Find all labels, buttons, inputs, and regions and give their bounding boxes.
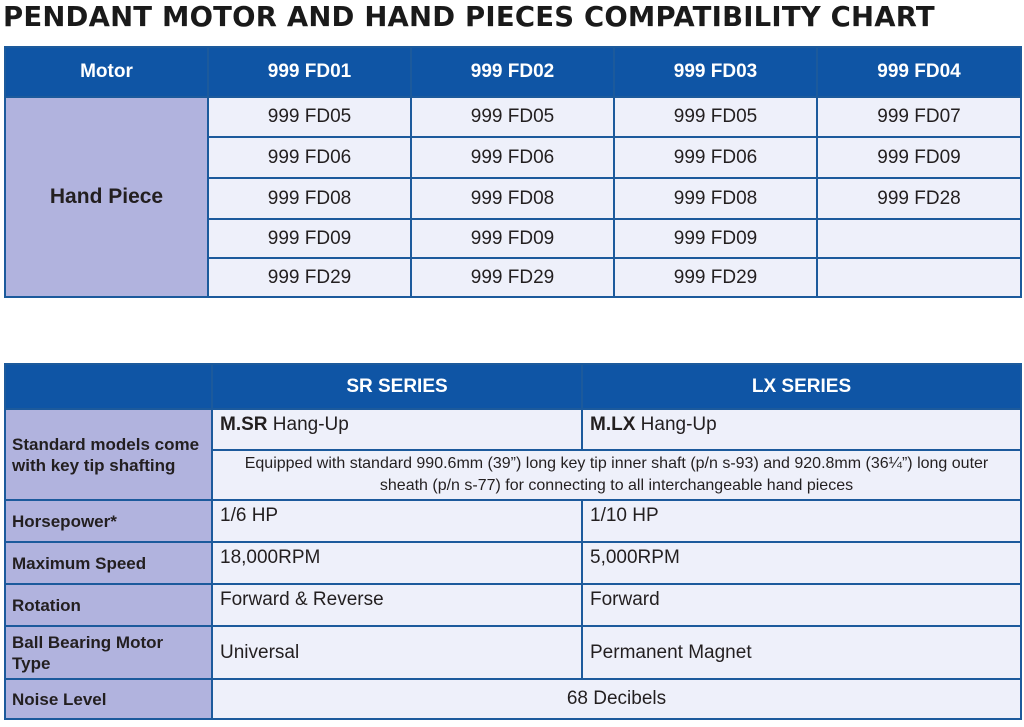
table-cell: 999 FD06	[614, 137, 817, 178]
sr-model-cell	[212, 409, 582, 450]
motor-header: 999 FD01	[208, 47, 411, 97]
motor-type-row	[5, 626, 1021, 679]
standard-models-label: Standard models come with key tip shafting	[5, 409, 212, 500]
table-cell: 999 FD05	[411, 97, 614, 137]
table-cell	[817, 258, 1021, 297]
lx-motor-type: Permanent Magnet	[582, 626, 1021, 679]
noise-row	[5, 679, 1021, 719]
sr-speed: 18,000RPM	[212, 542, 582, 584]
table-cell: 999 FD08	[208, 178, 411, 219]
motor-header: 999 FD04	[817, 47, 1021, 97]
lx-rotation: Forward	[582, 584, 1021, 626]
table-cell: 999 FD09	[614, 219, 817, 258]
table-cell: 999 FD09	[411, 219, 614, 258]
table-cell: 999 FD29	[411, 258, 614, 297]
sr-model-name: M.SR	[220, 414, 268, 435]
rotation-label: Rotation	[5, 584, 212, 626]
standard-shafting-note: Equipped with standard 990.6mm (39”) long key tip inner shaft (p/n s-93) and 920.8mm (36¼”) long outer sheath (p/n s-77) for connecting to all interchangeable hand pieces	[212, 450, 1021, 500]
table-cell: 999 FD29	[614, 258, 817, 297]
table-cell: 999 FD09	[817, 137, 1021, 178]
table-cell: 999 FD28	[817, 178, 1021, 219]
table-cell: 999 FD29	[208, 258, 411, 297]
motor-header-label: Motor	[5, 47, 208, 97]
sr-motor-type: Universal	[212, 626, 582, 679]
table-cell: 999 FD06	[208, 137, 411, 178]
lx-speed: 5,000RPM	[582, 542, 1021, 584]
table-cell: 999 FD08	[411, 178, 614, 219]
sr-rotation: Forward & Reverse	[212, 584, 582, 626]
sr-horsepower: 1/6 HP	[212, 500, 582, 542]
table-cell	[817, 219, 1021, 258]
table-cell: 999 FD07	[817, 97, 1021, 137]
noise-level: 68 Decibels	[212, 679, 1021, 719]
horsepower-label: Horsepower*	[5, 500, 212, 542]
speed-row	[5, 542, 1021, 584]
page-title: PENDANT MOTOR AND HAND PIECES COMPATIBILITY CHART	[3, 1, 935, 33]
hand-piece-label: Hand Piece	[5, 97, 208, 297]
table-cell: 999 FD09	[208, 219, 411, 258]
specs-header-blank	[5, 364, 212, 409]
table-cell: 999 FD05	[614, 97, 817, 137]
horsepower-row	[5, 500, 1021, 542]
lx-horsepower: 1/10 HP	[582, 500, 1021, 542]
table-cell: 999 FD06	[411, 137, 614, 178]
sr-model-suffix: Hang-Up	[267, 414, 349, 435]
series-header-sr: SR SERIES	[212, 364, 582, 409]
table-cell: 999 FD08	[614, 178, 817, 219]
table-cell: 999 FD05	[208, 97, 411, 137]
table-row	[5, 97, 1021, 137]
lx-model-suffix: Hang-Up	[635, 414, 717, 435]
motor-header: 999 FD02	[411, 47, 614, 97]
noise-label: Noise Level	[5, 679, 212, 719]
series-header-lx: LX SERIES	[582, 364, 1021, 409]
motor-header: 999 FD03	[614, 47, 817, 97]
compatibility-table	[4, 46, 1022, 298]
motor-header-row	[5, 47, 1021, 97]
lx-model-name: M.LX	[590, 414, 636, 435]
rotation-row	[5, 584, 1021, 626]
speed-label: Maximum Speed	[5, 542, 212, 584]
motor-type-label: Ball Bearing Motor Type	[5, 626, 212, 679]
lx-model-cell	[582, 409, 1021, 450]
standard-model-row	[5, 409, 1021, 450]
specs-table	[4, 363, 1022, 720]
series-header-row	[5, 364, 1021, 409]
